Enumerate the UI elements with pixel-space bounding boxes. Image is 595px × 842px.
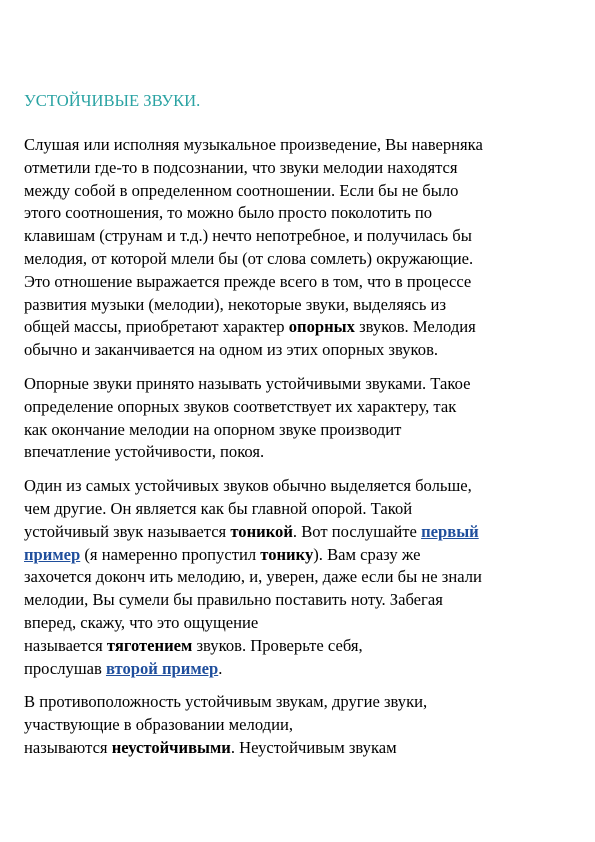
paragraph-3-text-1: Один из самых устойчивых звуков обычно выделяется больше, чем другие. Он является как бы главной опорой. Такой устойчивый звук называется (24, 476, 472, 541)
first-example-link[interactable]: первый пример (24, 521, 479, 564)
paragraph-4 (24, 691, 574, 759)
term-neustoychivye: неустойчивыми (111, 737, 231, 757)
term-toniku: тонику (260, 544, 314, 564)
paragraph-3-text-3: (я намеренно пропустил (80, 544, 261, 564)
paragraph-3-text-6: . (218, 658, 223, 678)
paragraph-1-text-2: звуков. Мелодия обычно и заканчивается на одном из этих опорных звуков. (24, 317, 476, 360)
paragraph-4-text-2: . Неустойчивым звукам (230, 737, 397, 757)
paragraph-4-text-1: В противоположность устойчивым звукам, другие звуки, участвующие в образовании мелодии, называются (24, 692, 428, 757)
term-opornyh: опорных (288, 317, 355, 337)
paragraph-3-text-2: . Вот послушайте (292, 521, 422, 541)
paragraph-2 (24, 373, 574, 464)
document-page (24, 90, 574, 771)
term-tonika: тоникой (230, 521, 293, 541)
page-title: УСТОЙЧИВЫЕ ЗВУКИ. (24, 91, 201, 110)
paragraph-3-text-5: звуков. Проверьте себя, прослушав (24, 635, 363, 678)
paragraph-1 (24, 134, 574, 362)
second-example-link[interactable]: второй пример (105, 658, 219, 678)
term-tyagotenie: тяготением (106, 635, 193, 655)
paragraph-2-text-1: Опорные звуки принято называть устойчивыми звуками. Такое определение опорных звуков соответствует их характеру, так как окончание мелодии на опорном звуке производит впечатление устойчивости, покоя. (24, 373, 471, 462)
paragraph-3-text-4: ). Вам сразу же захочется доконч ить мелодию, и, уверен, даже если бы не знали мелодии, Вы сумели бы правильно поставить ноту. Забегая вперед, скажу, что это ощущение называется (24, 544, 482, 655)
paragraph-1-text-1: Слушая или исполняя музыкальное произведение, Вы наверняка отметили где-то в подсознании, что звуки мелодии находятся между собой в определенном соотношении. Если бы не было этого соотношения, то можно было просто поколотить по клавишам (струнам и т.д.) нечто непотребное, и получилась бы мелодия, от которой млели бы (от слова сомлеть) окружающие. Это отношение выражается прежде всего в том, что в процессе развития музыки (мелодии), некоторые звуки, выделяясь из общей массы, приобретают характер (24, 135, 483, 337)
paragraph-3 (24, 475, 574, 680)
